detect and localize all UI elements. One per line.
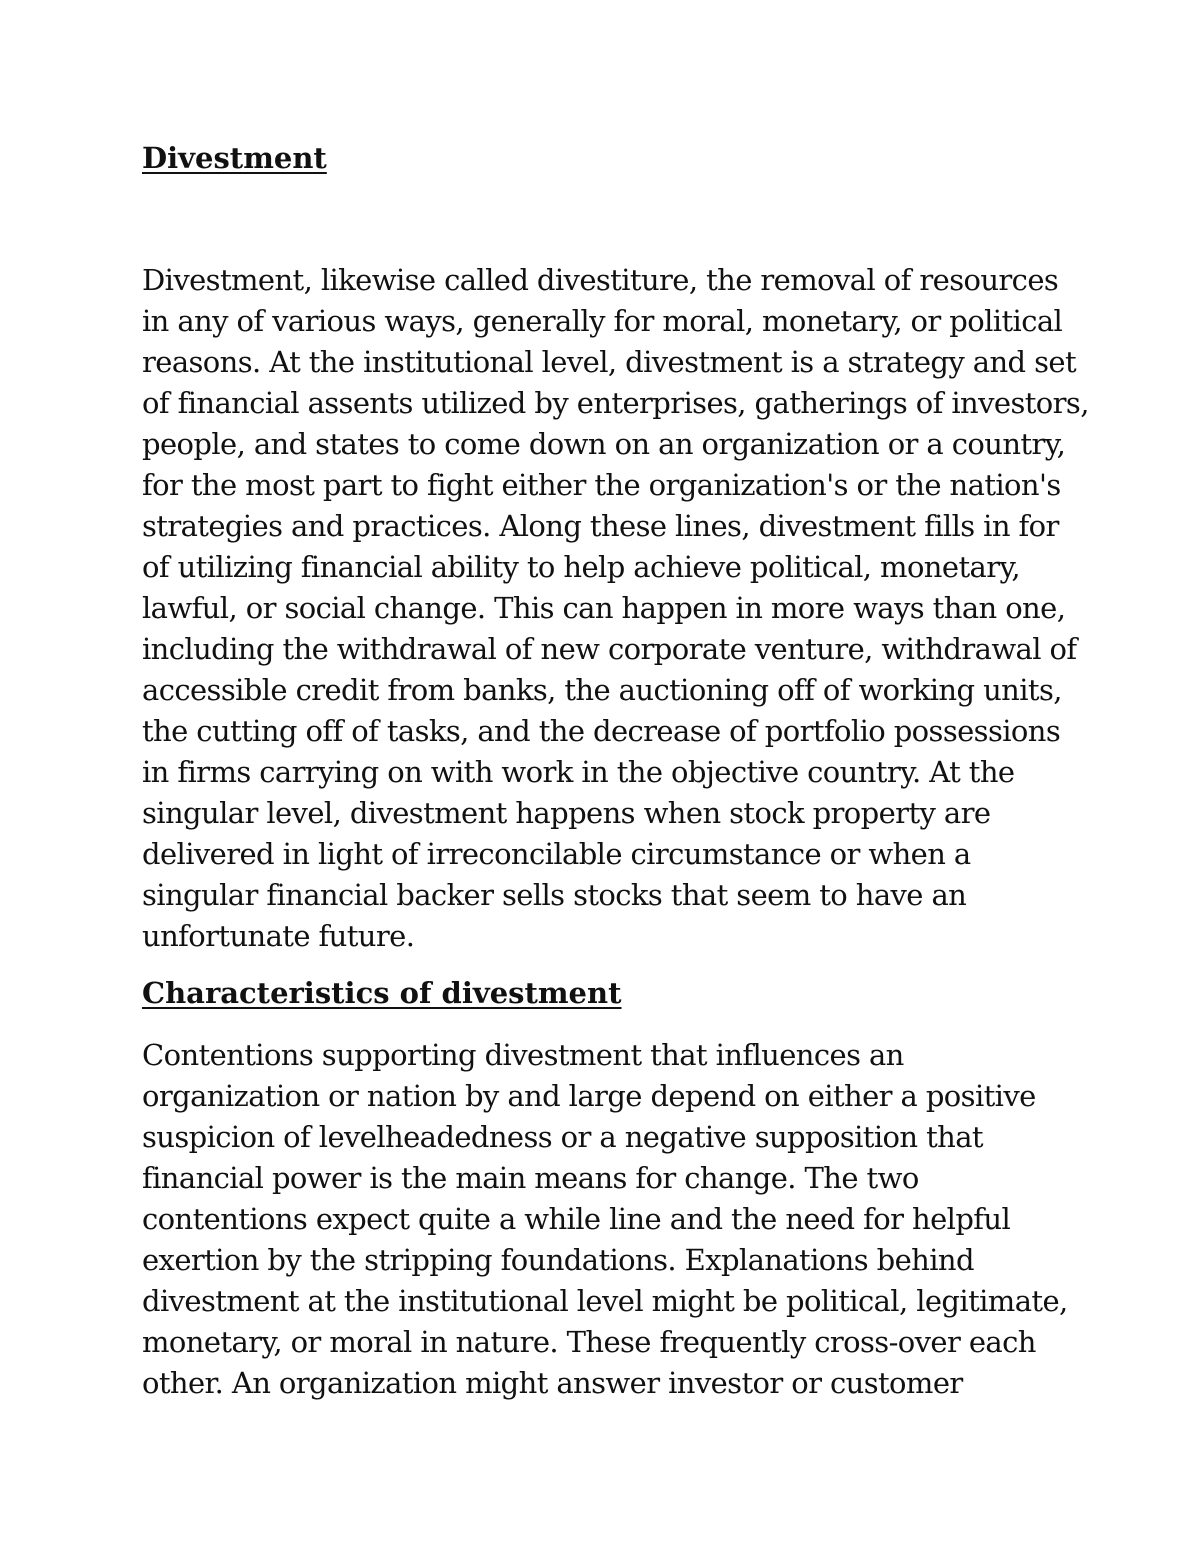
text-line: for the most part to fight either the organization's or the nation's	[142, 468, 1061, 502]
text-line: of utilizing financial ability to help achieve political, monetary,	[142, 550, 1021, 584]
text-line: including the withdrawal of new corporate venture, withdrawal of	[142, 632, 1077, 666]
text-line: of financial assents utilized by enterprises, gatherings of investors,	[142, 386, 1089, 420]
text-line: divestment at the institutional level might be political, legitimate,	[142, 1284, 1068, 1318]
text-line: Contentions supporting divestment that influences an	[142, 1038, 904, 1072]
document-body	[142, 136, 1089, 1404]
text-line: financial power is the main means for change. The two	[142, 1161, 919, 1195]
text-line: in any of various ways, generally for moral, monetary, or political	[142, 304, 1063, 338]
text-line: exertion by the stripping foundations. Explanations behind	[142, 1243, 974, 1277]
text-line: suspicion of levelheadedness or a negative supposition that	[142, 1120, 983, 1154]
text-line: Divestment, likewise called divestiture, the removal of resources	[142, 263, 1059, 297]
paragraph-characteristics	[142, 1035, 1072, 1404]
text-line: organization or nation by and large depend on either a positive	[142, 1079, 1036, 1113]
text-line: singular level, divestment happens when stock property are	[142, 796, 991, 830]
text-line: people, and states to come down on an organization or a country,	[142, 427, 1066, 461]
text-line: unfortunate future.	[142, 919, 415, 953]
text-line: singular financial backer sells stocks that seem to have an	[142, 878, 967, 912]
paragraph-divestment-definition	[142, 260, 1089, 957]
text-line: contentions expect quite a while line and the need for helpful	[142, 1202, 1011, 1236]
text-line: reasons. At the institutional level, divestment is a strategy and set	[142, 345, 1077, 379]
text-line: delivered in light of irreconcilable circumstance or when a	[142, 837, 971, 871]
text-line: in firms carrying on with work in the objective country. At the	[142, 755, 1015, 789]
heading-divestment: Divestment	[142, 141, 327, 175]
text-line: monetary, or moral in nature. These frequently cross-over each	[142, 1325, 1036, 1359]
heading-characteristics: Characteristics of divestment	[142, 976, 622, 1010]
text-line: lawful, or social change. This can happen in more ways than one,	[142, 591, 1066, 625]
text-line: accessible credit from banks, the auctioning off of working units,	[142, 673, 1062, 707]
text-line: other. An organization might answer investor or customer	[142, 1366, 963, 1400]
text-line: strategies and practices. Along these lines, divestment fills in for	[142, 509, 1059, 543]
text-line: the cutting off of tasks, and the decrease of portfolio possessions	[142, 714, 1061, 748]
